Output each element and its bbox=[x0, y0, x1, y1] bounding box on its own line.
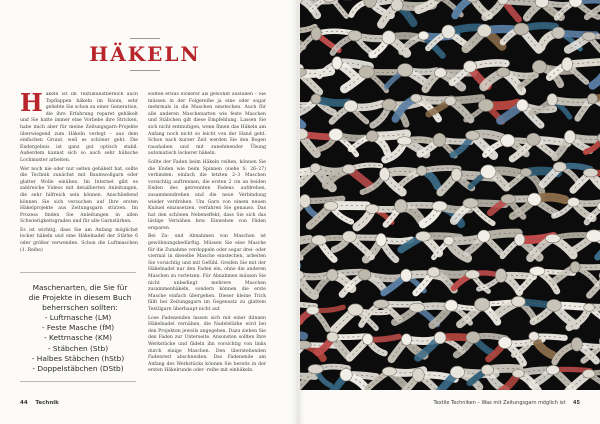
yarn-knot bbox=[501, 194, 516, 203]
yarn-knot bbox=[512, 369, 524, 377]
stitch-item: - Halbes Stäbchen (hStb) bbox=[31, 353, 125, 363]
box-intro: Maschenarten, die Sie für die Projekte in diesem Buch beherrschen sollten: bbox=[28, 283, 132, 312]
yarn-knot bbox=[416, 231, 431, 241]
stitch-item: - Feste Masche (fM) bbox=[41, 323, 115, 333]
yarn-knot bbox=[478, 99, 493, 111]
photo-illustration bbox=[300, 0, 600, 390]
yarn-knot bbox=[300, 194, 310, 207]
paragraph: Sollte der Faden beim Häkeln reißen, können Sie die Enden wie beim Spinnen (siehe S. 26–27) verbinden: einfach die letzten 2–3 Maschen vorsichtig auftrennen, die ersten 2 cm an beiden Enden des getrennten Fadens aufdrehen, zusammendrehen und die neue Verbindung wieder verdrehen. Um Garn von einem neuen Knäuel einzusetzen, verfahren Sie genauso. Das hat den schönen Nebeneffekt, dass Sie sich das lästige Vernähen bzw. Einweben von Fäden ersparen. bbox=[148, 159, 266, 231]
yarn-knot bbox=[359, 66, 375, 78]
yarn-knot bbox=[418, 31, 429, 40]
left-page bbox=[0, 0, 298, 424]
yarn-knot bbox=[584, 303, 595, 311]
yarn-knot bbox=[412, 368, 424, 382]
yarn-knot bbox=[401, 269, 412, 282]
yarn-knot bbox=[382, 31, 395, 45]
yarn-knot bbox=[530, 267, 545, 276]
paragraph: Es ist wichtig, dass Sie am Anfang möglichst locker häkeln und eine Häkelnadel der Stärke 6 oder größer verwenden. Schon die Luftmaschen (1. Reihe) bbox=[20, 227, 138, 253]
page-number: 44 bbox=[20, 400, 28, 406]
yarn-knot bbox=[564, 130, 575, 143]
yarn-knot bbox=[451, 168, 461, 181]
yarn-knot bbox=[442, 25, 455, 39]
yarn-knot bbox=[583, 168, 598, 177]
yarn-knot bbox=[417, 166, 427, 176]
folio-left bbox=[20, 400, 59, 406]
stitch-item: - Stäbchen (Stb) bbox=[47, 343, 109, 353]
paragraph: sollten etwas lockerer als gewohnt ausfallen – Sie müssen in der Folgereihe ja eine oder sogar mehrmals in die Maschen einstechen. Auch für alle anderen Maschenarten wie feste Maschen und Stäbchen gilt diese Empfehlung. Lassen Sie sich nicht entmutigen, wenn Ihnen das Häkeln am Anfang noch nicht so leicht von der Hand geht. Schon nach kurzer Zeit werden Sie den Bogen raushaben und mit zunehmender Übung automatisch lockerer häkeln. bbox=[148, 92, 266, 157]
yarn-knot bbox=[567, 198, 579, 207]
yarn-knot bbox=[514, 233, 524, 245]
yarn-knot bbox=[434, 332, 446, 344]
yarn-knot bbox=[324, 201, 338, 210]
yarn-knot bbox=[401, 334, 411, 346]
paragraph: Bei Zu- und Abnahmen von Maschen ist gewöhnungsbedürftig. Müssen Sie eine Masche für die Zunahme verdoppeln oder sogar drei- oder viermal in dieselbe Masche einstechen, arbeiten Sie vorsichtig und mit Gefühl. Greifen Sie mit der Häkelnadel nur den Faden ein, ohne die anderen Maschen zu verletzen. Für Abnahmen müssen Sie nicht unbedingt mehrere Maschen zusammenhäkeln, sondern können die erste Masche einfach übergehen. Dieser kleine Trick fällt bei Zeitungsgarn im Gegensatz zu glattem Textilgarn überhaupt nicht auf. bbox=[148, 234, 266, 312]
yarn-knot bbox=[562, 57, 573, 71]
stitch-types-box bbox=[20, 272, 136, 382]
yarn-knot bbox=[327, 269, 338, 281]
yarn-knot bbox=[395, 199, 408, 212]
yarn-knot bbox=[445, 300, 458, 311]
yarn-knot bbox=[547, 299, 562, 311]
yarn-knot bbox=[512, 296, 526, 307]
yarn-knot bbox=[463, 198, 478, 208]
yarn-knot bbox=[478, 230, 491, 242]
yarn-knot bbox=[501, 134, 515, 147]
yarn-knot bbox=[582, 32, 596, 40]
yarn-knot bbox=[310, 163, 320, 172]
yarn-knot bbox=[382, 99, 396, 111]
yarn-knot bbox=[306, 306, 319, 315]
yarn-knot bbox=[464, 61, 477, 72]
yarn-knot bbox=[466, 131, 480, 140]
yarn-knot bbox=[329, 129, 343, 141]
paragraph bbox=[20, 92, 138, 165]
yarn-knot bbox=[340, 368, 352, 381]
yarn-knot bbox=[327, 332, 338, 342]
stitch-list bbox=[20, 313, 136, 374]
yarn-knot bbox=[517, 99, 529, 111]
yarn-knot bbox=[514, 23, 529, 35]
yarn-knot bbox=[474, 298, 489, 311]
stitch-item: - Kettmasche (KM) bbox=[43, 333, 113, 343]
text-column-1 bbox=[20, 92, 138, 264]
yarn-knot bbox=[376, 233, 387, 246]
yarn-knot bbox=[433, 133, 446, 146]
paragraph: Lose Fadenenden lassen sich mit einer dünnen Häkelnadel vernähen, die Nadelstärke wird bei den Projekten jeweils angegeben. Dazu ziehen Sie den Faden zur Unterseite. Ansonsten sollten Ihre Werkstücke und fädeln ihn vorsichtig von links durch einige Maschen. Den überstehenden Fadenrest abschneiden. Das Fadenende am Anfang des Werkstücks können Sie bereits in der ersten Häkelrunde oder -reihe mit einhäkeln. bbox=[148, 315, 266, 374]
yarn-knot bbox=[391, 0, 403, 11]
text-column-2 bbox=[148, 92, 266, 392]
yarn-knot bbox=[520, 168, 531, 176]
yarn-knot bbox=[466, 332, 480, 344]
drop-cap: H bbox=[20, 92, 43, 117]
yarn-knot bbox=[445, 96, 456, 105]
yarn-knot bbox=[342, 164, 355, 173]
yarn-knot bbox=[529, 332, 539, 341]
title-rule-bottom bbox=[130, 70, 160, 71]
yarn-knot bbox=[366, 131, 378, 142]
yarn-knot bbox=[397, 64, 412, 77]
crochet-newspaper-yarn-photo bbox=[300, 0, 600, 390]
yarn-knot bbox=[553, 162, 566, 172]
yarn-knot bbox=[363, 334, 373, 345]
yarn-knot bbox=[481, 165, 496, 179]
yarn-knot bbox=[477, 24, 491, 37]
paragraph: Wer noch nie oder nur selten gehäkelt hat, sollte die Technik zunächst mit Baumwollgarn oder glatter Wolle einüben. Im Internet gibt es zahlreiche Videos mit detaillierten Anleitungen, die sehr hilfreich sein können. Anschließend können Sie sich versuchen auf Ihre ersten Häkelprojekte aus Zeitungsgarn stürzen. Im Prozess finden Sie Anleitungen in allen Schwierigkeitsgraden und für alle Garnstärken. bbox=[20, 166, 138, 225]
yarn-knot bbox=[495, 269, 506, 283]
yarn-knot bbox=[348, 304, 363, 316]
yarn-knot bbox=[373, 300, 389, 309]
yarn-knot bbox=[450, 366, 464, 378]
yarn-knot bbox=[411, 94, 422, 102]
yarn-knot bbox=[308, 364, 323, 373]
yarn-knot bbox=[397, 137, 412, 145]
yarn-knot bbox=[546, 365, 559, 374]
yarn-knot bbox=[552, 27, 565, 39]
yarn-knot bbox=[444, 237, 454, 246]
yarn-knot bbox=[300, 341, 311, 349]
paragraph-text: äkeln ist im Textilkunstbereich auch Topflappen häkeln im Raum, sehr geliebte Sie schon zu einer Generation, die ihre Erfahrung reparet gehäkelt und Sie hatte immer eine Vorliebe ihre Stricken, habe mich aber für meine Zeitungsgarn-Projekte überwiegend zum Häkeln verlegt – aus dem einfachen Grund, weil es schöner geht. Die Endergebnis ist ganz gut optisch stabil. Außerdem kannst sich so auch sehr hübsche Lochmuster arbeiten. bbox=[20, 92, 138, 163]
yarn-knot bbox=[342, 231, 356, 242]
yarn-knot bbox=[498, 337, 512, 349]
yarn-knot bbox=[311, 94, 321, 104]
yarn-knot bbox=[434, 68, 446, 78]
yarn-knot bbox=[571, 338, 582, 352]
yarn-strands bbox=[300, 0, 600, 390]
yarn-knot bbox=[497, 67, 510, 76]
yarn-knot bbox=[344, 100, 358, 112]
yarn-knot bbox=[583, 369, 595, 378]
yarn-knot bbox=[379, 168, 389, 181]
folio-right bbox=[434, 400, 580, 406]
yarn-knot bbox=[545, 234, 560, 243]
chapter-title: HÄKELN bbox=[89, 42, 201, 66]
yarn-knot bbox=[587, 94, 597, 104]
stitch-item: - Doppelstäbchen (DStb) bbox=[32, 364, 124, 374]
yarn-knot bbox=[428, 267, 440, 277]
yarn-knot bbox=[409, 303, 424, 312]
running-head: Textile Techniken – Was mit Zeitungsgarn möglich ist bbox=[433, 400, 566, 406]
yarn-knot bbox=[382, 367, 396, 376]
yarn-knot bbox=[366, 204, 379, 213]
stitch-item: - Luftmasche (LM) bbox=[44, 313, 112, 322]
yarn-knot bbox=[527, 133, 541, 145]
yarn-knot bbox=[570, 261, 580, 272]
yarn-knot bbox=[311, 235, 326, 245]
yarn-knot bbox=[532, 60, 546, 73]
yarn-knot bbox=[586, 230, 600, 242]
yarn-knot bbox=[481, 365, 493, 375]
yarn-knot bbox=[311, 27, 321, 40]
yarn-knot bbox=[528, 193, 542, 206]
title-rule-top bbox=[130, 38, 160, 39]
page-number: 45 bbox=[573, 400, 580, 406]
yarn-knot bbox=[465, 270, 479, 279]
yarn-knot bbox=[348, 30, 362, 40]
section-name: Technik bbox=[35, 400, 59, 406]
yarn-knot bbox=[359, 269, 371, 280]
yarn-knot bbox=[432, 201, 447, 211]
yarn-knot bbox=[332, 57, 342, 70]
yarn-knot bbox=[547, 94, 557, 106]
